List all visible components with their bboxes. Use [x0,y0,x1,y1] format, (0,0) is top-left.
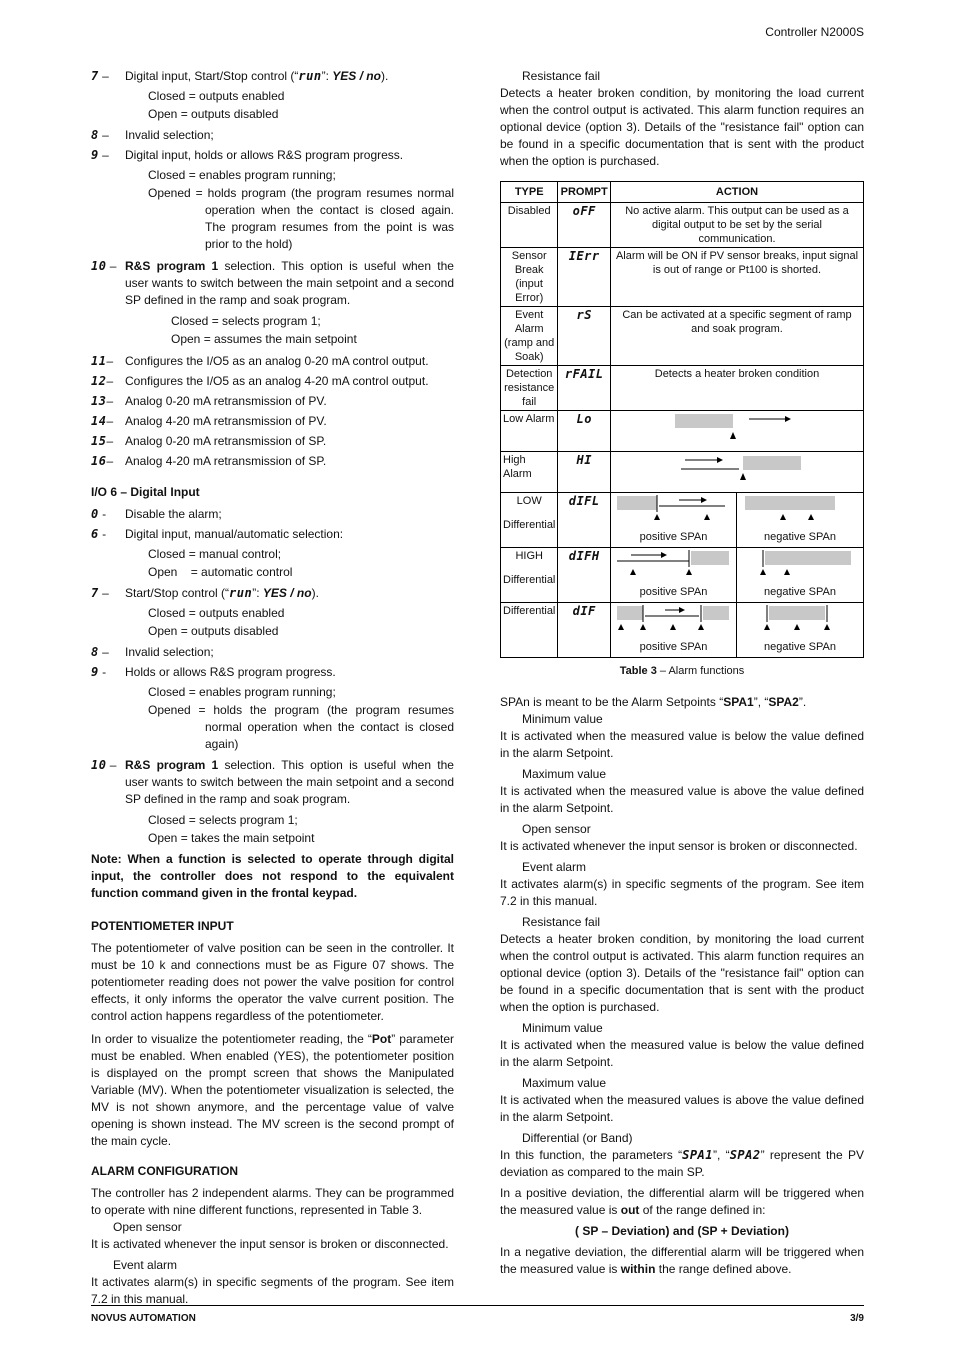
span-label: positive SPAn [639,586,708,598]
table-row [501,366,864,411]
table-cell-type: Event Alarm (ramp and Soak) [501,307,558,366]
option-item-11: 11– Configures the I/O5 as an analog 0-20 mA control output. [91,354,429,368]
option-item-8: 8 – Invalid selection; [91,128,214,142]
alarm-type-desc: It is activated when the measured value is above the value defined in the alarm Setpoint. [500,784,864,815]
table-cell-type: Sensor Break (input Error) [501,248,558,307]
table-row [501,248,864,307]
table-cell-prompt: rS [558,307,611,366]
io6-option-6: 6 - Digital input, manual/automatic selection: [91,527,344,541]
io6-option-9: 9 - Holds or allows R&S program progress. [91,665,336,679]
option-sub-text: Opened = holds program (the program resumes normal operation when the contact is closed again. The program resumes from the point is was prior to the hold) [148,186,454,251]
diff-negative-diagram [737,603,864,658]
high-alarm-diagram-svg [613,453,861,487]
positive-deviation-desc: In a positive deviation, the differential alarm will be triggered when the measured value is out of the range defined in: [500,1186,864,1217]
alarm-type-desc: It activates alarm(s) in specific segments of the program. See item 7.2 in this manual. [91,1275,454,1306]
negative-deviation-desc: In a negative deviation, the differential alarm will be triggered when the measured value is within the range defined above. [500,1245,864,1276]
footer-company: NOVUS AUTOMATION [91,1313,196,1324]
alarm-paragraph: The controller has 2 independent alarms. They can be programmed to operate with nine different functions, represented in Table 3. [91,1186,454,1217]
table-cell-type: Detection resistance fail [501,366,558,411]
span-label: negative SPAn [764,531,836,543]
table-cell-prompt: dIFH [558,548,611,603]
option-sub-text: Closed = selects program 1; [171,314,321,328]
alarm-type-desc: It is activated whenever the input sensor is broken or disconnected. [91,1237,449,1251]
option-sub-text: Closed = outputs enabled [148,606,285,620]
high-diff-negative-diagram [737,548,864,603]
left-column [91,68,454,1312]
table-caption: Table 3 – Alarm functions [619,665,745,677]
option-sub-text: Open = assumes the main setpoint [171,332,357,346]
table-cell-type: High Alarm [501,452,558,493]
table-cell-type: Differential [501,603,558,658]
diff-positive-svg [613,604,734,638]
alarm-type-desc: Detects a heater broken condition, by monitoring the load current when the control output is activated. This alarm function requires an optional device (option 3). Details of the "resistance fail" option can be found in a specific documentation that is sent with the product when the option is purchased. [500,86,864,168]
table-row [501,203,864,248]
alarm-type-title: Open sensor [113,1220,182,1234]
high-alarm-diagram [611,452,864,493]
option-code: 7 – [91,69,109,83]
diff-positive-diagram [611,603,737,658]
table-cell-type: Disabled [501,203,558,248]
table-cell-type: LOW Differential [501,493,558,548]
option-item-7: 7 – Digital input, Start/Stop control (“run”: YES / no). [91,69,389,83]
option-sub-text: Opened = holds the program (the program resumes normal operation when the contact is closed again) [148,703,454,751]
section-heading-io6: I/O 6 – Digital Input [91,485,200,499]
table-cell-prompt: oFF [558,203,611,248]
table-cell-action: No active alarm. This output can be used as a digital output to be set by the serial communication. [611,203,864,248]
footer-page-number: 3/9 [850,1313,864,1324]
table-cell-prompt: IErr [558,248,611,307]
table-header-row [501,182,864,203]
alarm-type-title: Differential (or Band) [522,1131,633,1145]
low-diff-negative-svg [739,494,861,528]
alarm-type-desc: It activates alarm(s) in specific segments of the program. See item 7.2 in this manual. [500,877,864,908]
section-heading-potentiometer: POTENTIOMETER INPUT [91,919,234,933]
high-diff-positive-svg [613,549,734,583]
option-sub-text: Closed = enables program running; [148,685,336,699]
io6-option-8: 8 – Invalid selection; [91,645,214,659]
table-header: PROMPT [558,182,611,203]
alarm-type-title: Maximum value [522,767,607,781]
potentiometer-paragraph-2: In order to visualize the potentiometer reading, the “Pot” parameter must be enabled. When enabled (YES), the potentiometer position is displayed on the prompt screen that shows the Manipulated Variable (MV). When the potentiometer visualization is selected, the MV is not shown anymore, and the percentage value of valve opening is shown instead. The MV screen is the second prompt of the main cycle. [91,1032,454,1148]
potentiometer-paragraph-1: The potentiometer of valve position can be seen in the controller. It must be 10 k and connections must be as Figure 07 shows. The potentiometer reading does not power the valve position for control effects, it only informs the operator the valve current position. The control action happens regardless of the potentiometer. [91,941,454,1023]
option-sub-text: Open = outputs disabled [148,624,279,638]
high-diff-negative-svg [739,549,861,583]
table-cell-prompt: dIF [558,603,611,658]
high-diff-positive-diagram [611,548,737,603]
alarm-type-title: Event alarm [113,1258,178,1272]
span-definition: SPAn is meant to be the Alarm Setpoints “SPA1”, “SPA2”. [500,695,807,709]
span-label: negative SPAn [764,641,836,653]
option-item-14: 14– Analog 4-20 mA retransmission of PV. [91,414,327,428]
table-cell-prompt: dIFL [558,493,611,548]
option-sub-text: Closed = manual control; [148,547,282,561]
low-diff-positive-diagram [611,493,737,548]
option-item-16: 16– Analog 4-20 mA retransmission of SP. [91,454,327,468]
table-cell-action: Alarm will be ON if PV sensor breaks, input signal is out of range or Pt100 is shorted. [611,248,864,307]
option-item-12: 12– Configures the I/O5 as an analog 4-20 mA control output. [91,374,429,388]
option-item-10: 10 – R&S program 1 selection. This option is useful when the user wants to switch between the main setpoint and a second SP defined in the ramp and soak program. [91,259,454,307]
note-paragraph: Note: When a function is selected to operate through digital input, the controller does not respond to the equivalent function command given in the frontal keypad. [91,852,454,900]
table-header: TYPE [501,182,558,203]
io6-option-7: 7 – Start/Stop control (“run”: YES / no). [91,586,319,600]
io6-option-10: 10 – R&S program 1 selection. This option is useful when the user wants to switch between the main setpoint and a second SP defined in the ramp and soak program. [91,758,454,806]
low-diff-positive-svg [613,494,734,528]
option-sub-text: Closed = outputs enabled [148,89,285,103]
section-heading-alarm: ALARM CONFIGURATION [91,1164,239,1178]
footer-divider [91,1305,864,1306]
alarm-type-title: Maximum value [522,1076,607,1090]
option-item-9: 9 – Digital input, holds or allows R&S program progress. [91,148,404,162]
span-label: positive SPAn [639,641,708,653]
low-diff-negative-diagram [737,493,864,548]
option-sub-text: Open = outputs disabled [148,107,279,121]
low-alarm-diagram [611,411,864,452]
alarm-type-title: Minimum value [522,1021,603,1035]
alarm-functions-table [500,181,864,658]
table-cell-prompt: rFAIL [558,366,611,411]
alarm-type-title: Event alarm [522,860,587,874]
alarm-type-desc: It is activated when the measured values is above the value defined in the alarm Setpoint. [500,1093,864,1124]
table-cell-type: Low Alarm [501,411,558,452]
table-row [501,548,864,603]
alarm-type-desc: Detects a heater broken condition, by monitoring the load current when the control output is activated. This alarm function requires an optional device (option 3). Details of the "resistance fail" option can be found in a specific documentation that is sent with the product when the option is purchased. [500,932,864,1014]
option-sub-text: Open = takes the main setpoint [148,831,315,845]
alarm-type-title: Minimum value [522,712,603,726]
alarm-type-title: Resistance fail [522,69,601,83]
deviation-formula: ( SP – Deviation) and (SP + Deviation) [575,1224,789,1238]
span-label: positive SPAn [639,531,708,543]
alarm-type-desc: It is activated when the measured value is below the value defined in the alarm Setpoint. [500,729,864,760]
low-alarm-diagram-svg [613,412,861,446]
table-cell-prompt: Lo [558,411,611,452]
table-row [501,411,864,452]
option-item-15: 15– Analog 0-20 mA retransmission of SP. [91,434,327,448]
table-row [501,307,864,366]
table-cell-prompt: HI [558,452,611,493]
table-cell-action: Can be activated at a specific segment of ramp and soak program. [611,307,864,366]
right-column [500,68,864,1282]
table-header: ACTION [611,182,864,203]
table-row [501,493,864,548]
diff-negative-svg [739,604,861,638]
option-sub-text: Closed = enables program running; [148,168,336,182]
option-sub-text: Closed = selects program 1; [148,813,298,827]
alarm-type-desc: In this function, the parameters “SPA1”, “SPA2” represent the PV deviation as compared to the main SP. [500,1148,864,1179]
span-label: negative SPAn [764,586,836,598]
table-row [501,603,864,658]
table-cell-type: HIGH Differential [501,548,558,603]
table-row [501,452,864,493]
alarm-type-title: Open sensor [522,822,591,836]
alarm-type-desc: It is activated when the measured value is below the value defined in the alarm Setpoint. [500,1038,864,1069]
alarm-type-title: Resistance fail [522,915,601,929]
alarm-type-desc: It is activated whenever the input sensor is broken or disconnected. [500,839,858,853]
io6-option-0: 0 - Disable the alarm; [91,507,222,521]
table-cell-action: Detects a heater broken condition [611,366,864,411]
document-header: Controller N2000S [765,25,864,39]
option-item-13: 13– Analog 0-20 mA retransmission of PV. [91,394,327,408]
option-sub-text: Open = automatic control [148,565,293,579]
